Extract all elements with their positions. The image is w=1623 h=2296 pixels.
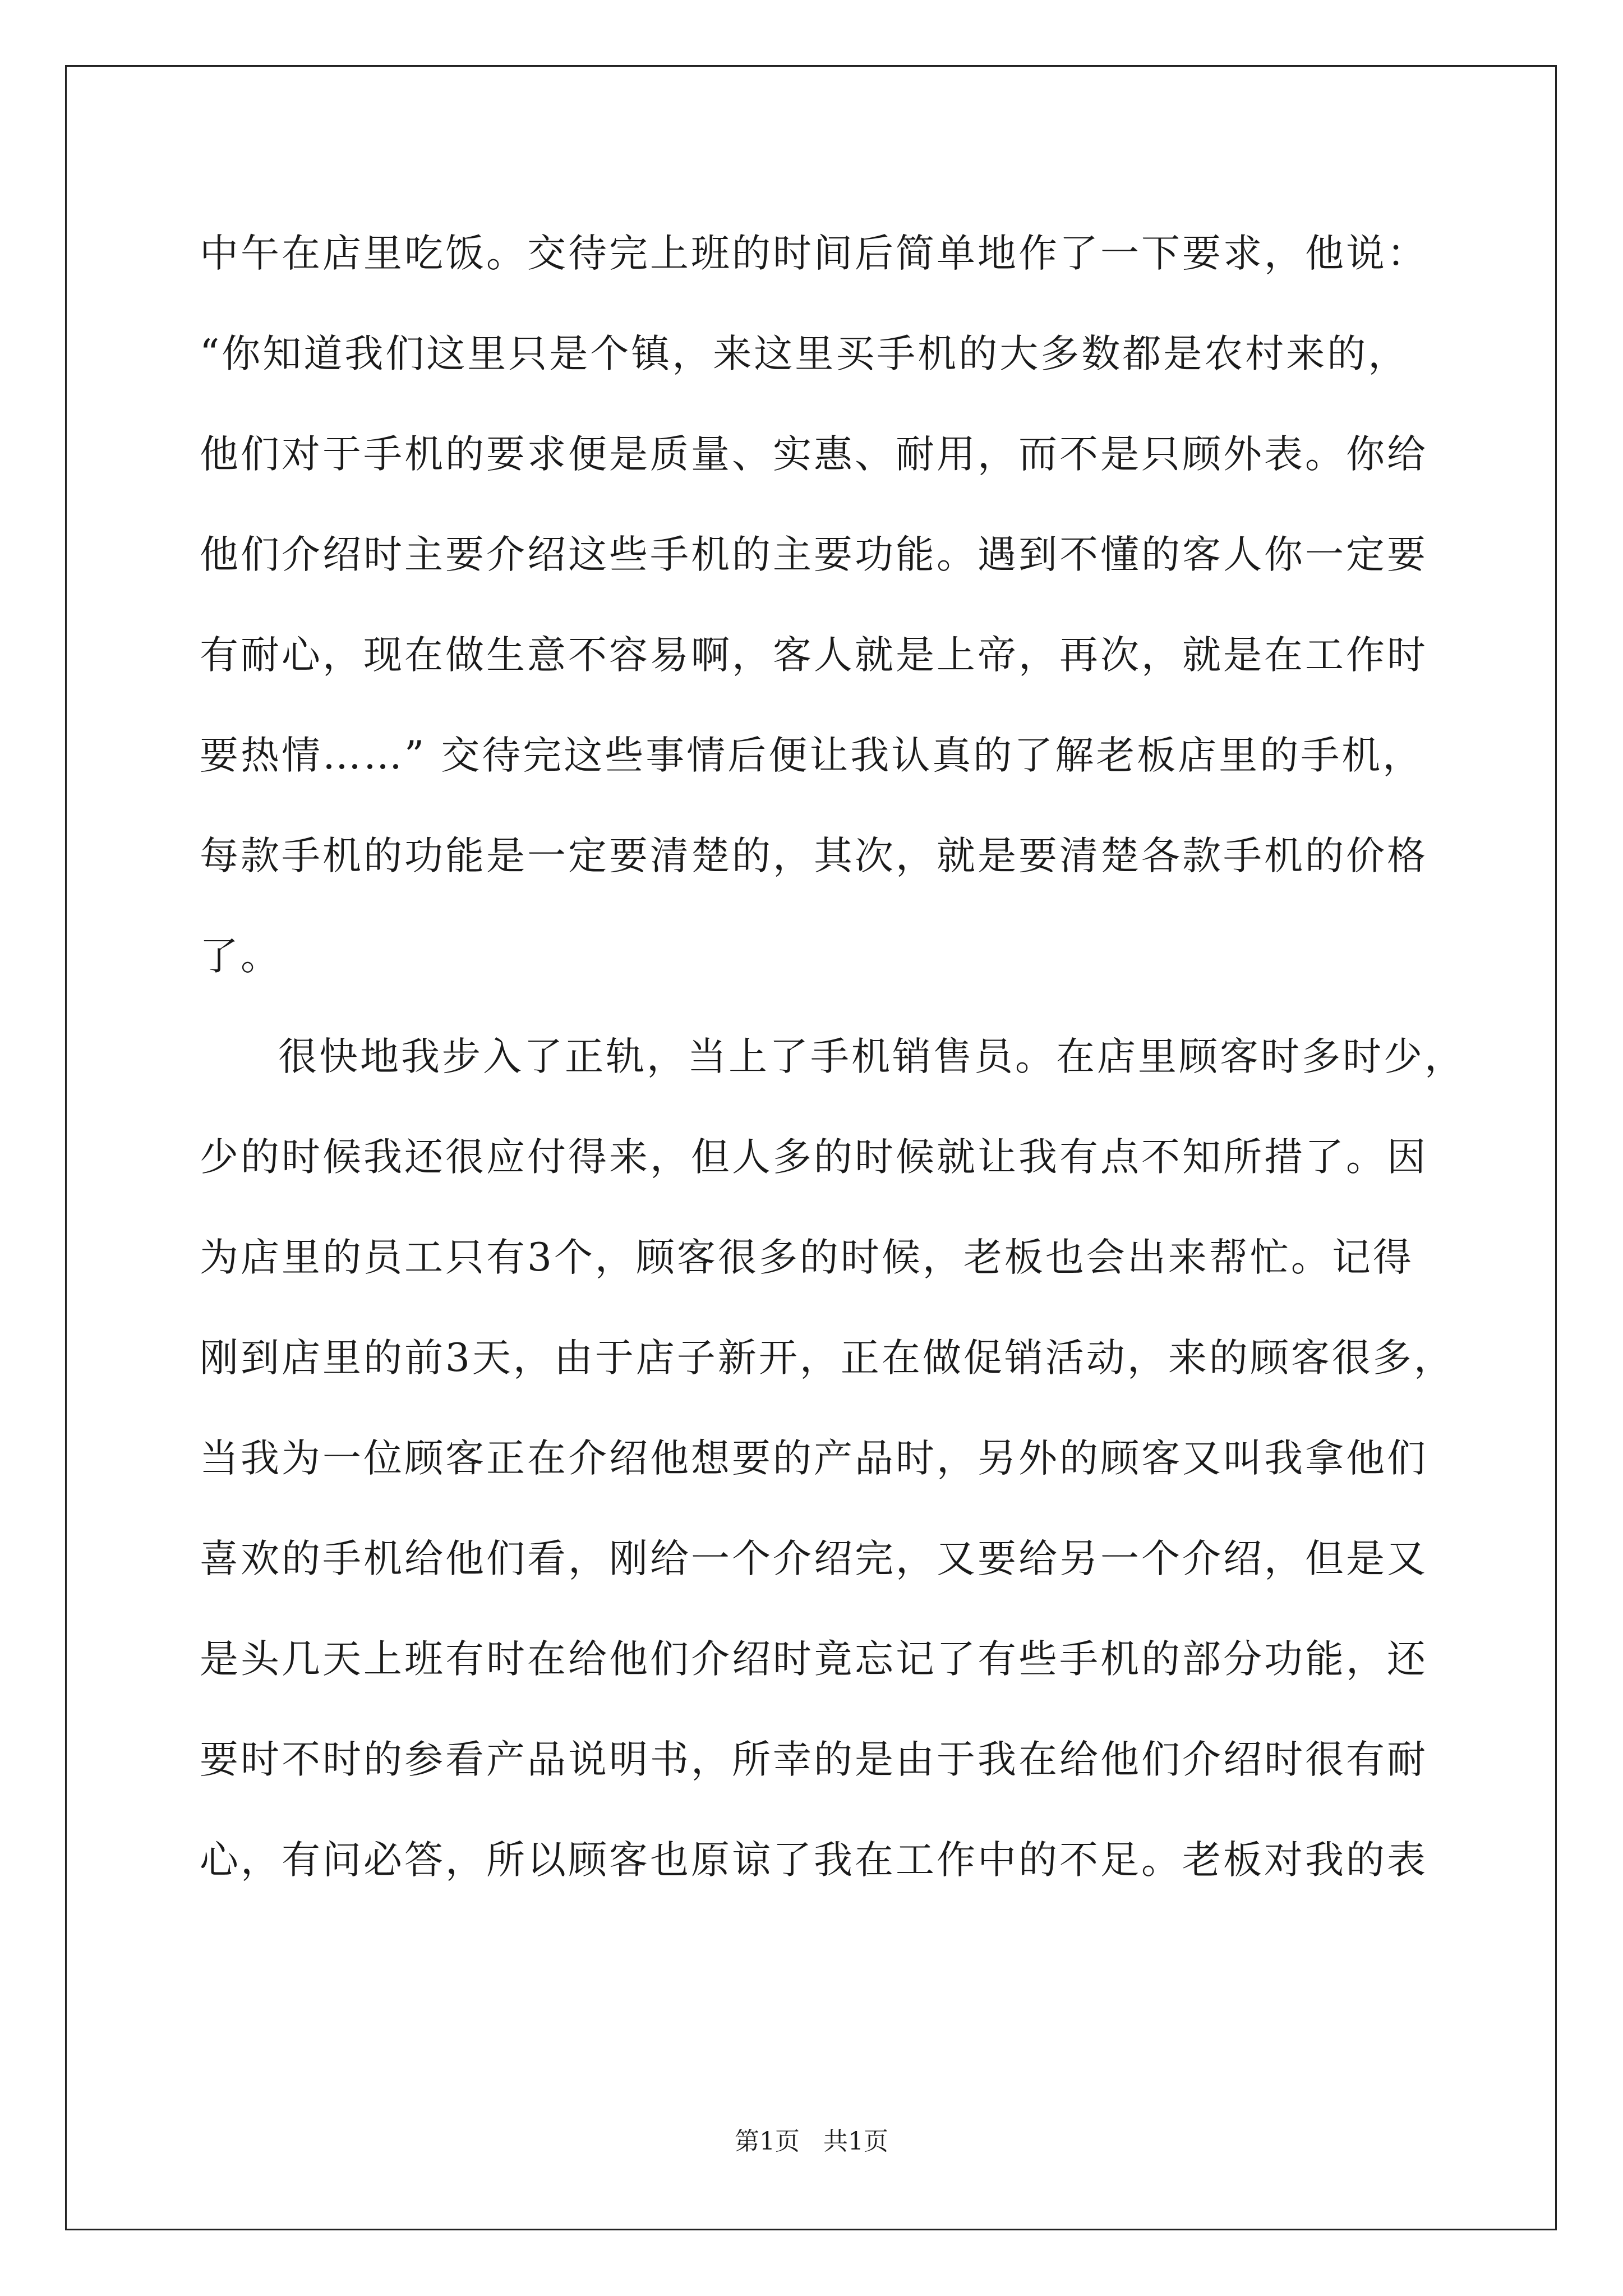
text-line: 中午在店里吃饭。交待完上班的时间后简单地作了一下要求，他说：	[200, 231, 1428, 276]
text-line: 为店里的员工只有3个，顾客很多的时候，老板也会出来帮忙。记得	[200, 1235, 1414, 1280]
text-line: 要时不时的参看产品说明书，所幸的是由于我在给他们介绍时很有耐	[200, 1737, 1428, 1782]
text-line: 当我为一位顾客正在介绍他想要的产品时，另外的顾客又叫我拿他们	[200, 1436, 1428, 1481]
text-line: 每款手机的功能是一定要清楚的，其次，就是要清楚各款手机的价格	[200, 834, 1428, 878]
text-line: 少的时候我还很应付得来，但人多的时候就让我有点不知所措了。因	[200, 1135, 1428, 1180]
paragraph-start-line: 很快地我步入了正轨，当上了手机销售员。在店里顾客时多时少，	[278, 1034, 1465, 1079]
text-line: 刚到店里的前3天，由于店子新开，正在做促销活动，来的顾客很多，	[200, 1336, 1455, 1381]
text-line: 是头几天上班有时在给他们介绍时竟忘记了有些手机的部分功能，还	[200, 1637, 1428, 1682]
text-line: 了。	[200, 934, 282, 979]
page-footer: 第1页 共1页	[735, 2127, 888, 2156]
text-line: 心，有问必答，所以顾客也原谅了我在工作中的不足。老板对我的表	[200, 1838, 1428, 1883]
text-line: 有耐心，现在做生意不容易啊，客人就是上帝，再次，就是在工作时	[200, 633, 1428, 678]
text-line: 要热情……” 交待完这些事情后便让我认真的了解老板店里的手机，	[200, 733, 1424, 778]
text-line: 他们介绍时主要介绍这些手机的主要功能。遇到不懂的客人你一定要	[200, 532, 1428, 577]
text-line: “你知道我们这里只是个镇，来这里买手机的大多数都是农村来的，	[200, 332, 1409, 376]
text-line: 他们对于手机的要求便是质量、实惠、耐用，而不是只顾外表。你给	[200, 432, 1428, 477]
text-line: 喜欢的手机给他们看，刚给一个介绍完，又要给另一个介绍，但是又	[200, 1536, 1428, 1581]
